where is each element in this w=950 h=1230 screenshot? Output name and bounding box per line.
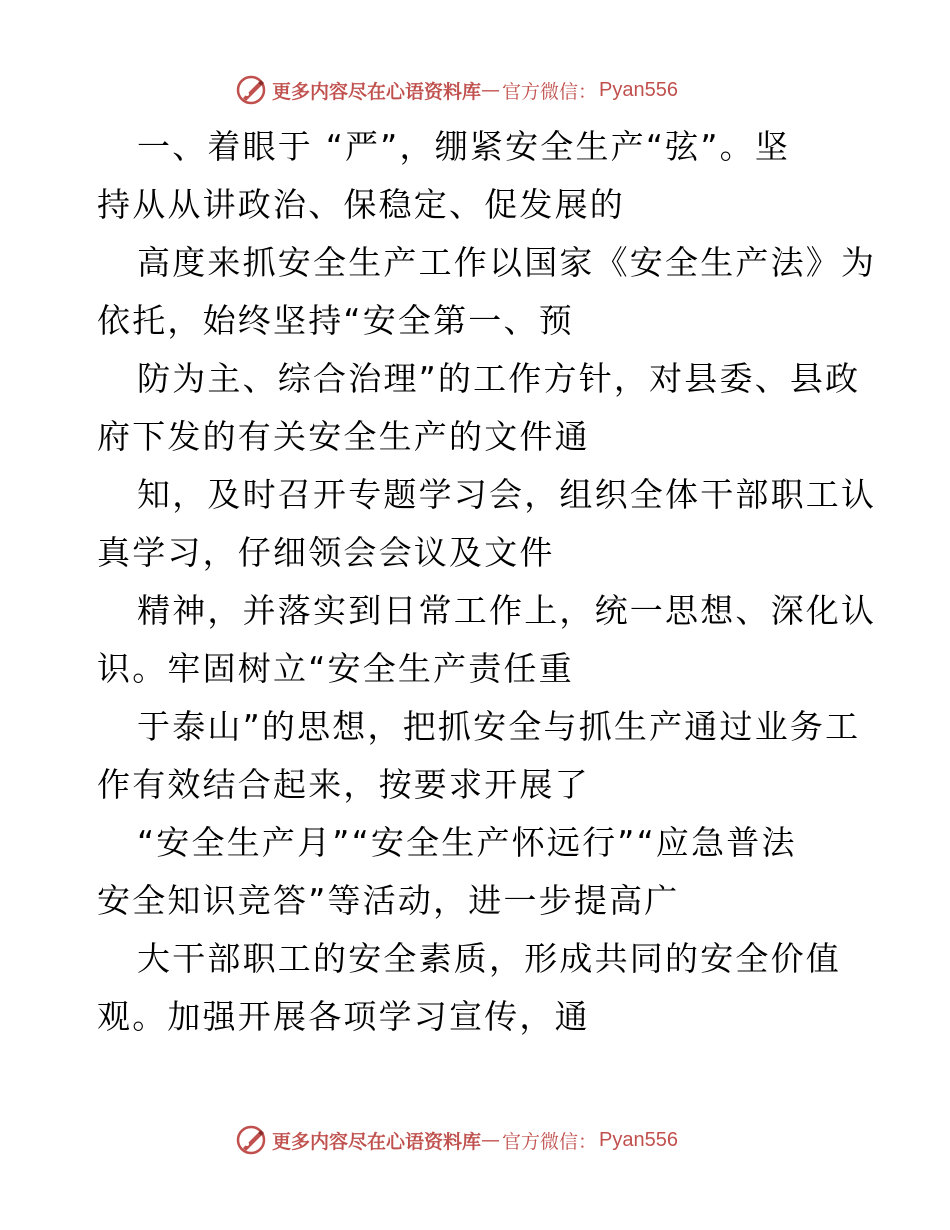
wechat-label: 官方微信： (502, 80, 598, 103)
wechat-id: Pyan556 (599, 1128, 678, 1151)
text-line: 于泰山”的思想，把抓安全与抓生产通过业务工 (137, 707, 861, 746)
text-line: “安全生产月”“安全生产怀远行”“应急普法 (137, 823, 797, 862)
footer-watermark-banner (234, 1123, 678, 1157)
banner-dash: — (481, 1129, 501, 1151)
document-body (97, 118, 877, 1046)
pen-logo-icon (234, 1123, 268, 1157)
text-line: 精神，并落实到日常工作上，统一思想、深化认 (137, 591, 877, 630)
text-line: 识。牢固树立“安全生产责任重 (97, 649, 574, 688)
banner-dash: — (481, 79, 501, 101)
text-line: 知，及时召开专题学习会，组织全体干部职工认 (137, 475, 877, 514)
wechat-id: Pyan556 (599, 78, 678, 101)
text-line: 真学习，仔细领会会议及文件 (97, 533, 555, 572)
text-line: 防为主、综合治理”的工作方针，对县委、县政 (137, 359, 861, 398)
text-line: 安全知识竞答”等活动，进一步提高广 (97, 881, 680, 920)
text-line: 依托，始终坚持“安全第一、预 (97, 301, 574, 340)
pen-logo-icon (234, 73, 268, 107)
text-line: 高度来抓安全生产工作以国家《安全生产法》为 (137, 243, 877, 282)
text-line: 大干部职工的安全素质，形成共同的安全价值 (137, 939, 841, 978)
header-watermark-banner (234, 73, 678, 107)
text-line: 作有效结合起来，按要求开展了 (97, 765, 590, 804)
text-line: 持从从讲政治、保稳定、促发展的 (97, 185, 625, 224)
promo-text: 更多内容尽在心语资料库 (272, 80, 482, 103)
promo-text: 更多内容尽在心语资料库 (272, 1130, 482, 1153)
text-line: 一、着眼于 “严”，绷紧安全生产“弦”。坚 (137, 127, 791, 166)
text-line: 府下发的有关安全生产的文件通 (97, 417, 590, 456)
text-line: 观。加强开展各项学习宣传，通 (97, 997, 590, 1036)
wechat-label: 官方微信： (502, 1130, 598, 1153)
